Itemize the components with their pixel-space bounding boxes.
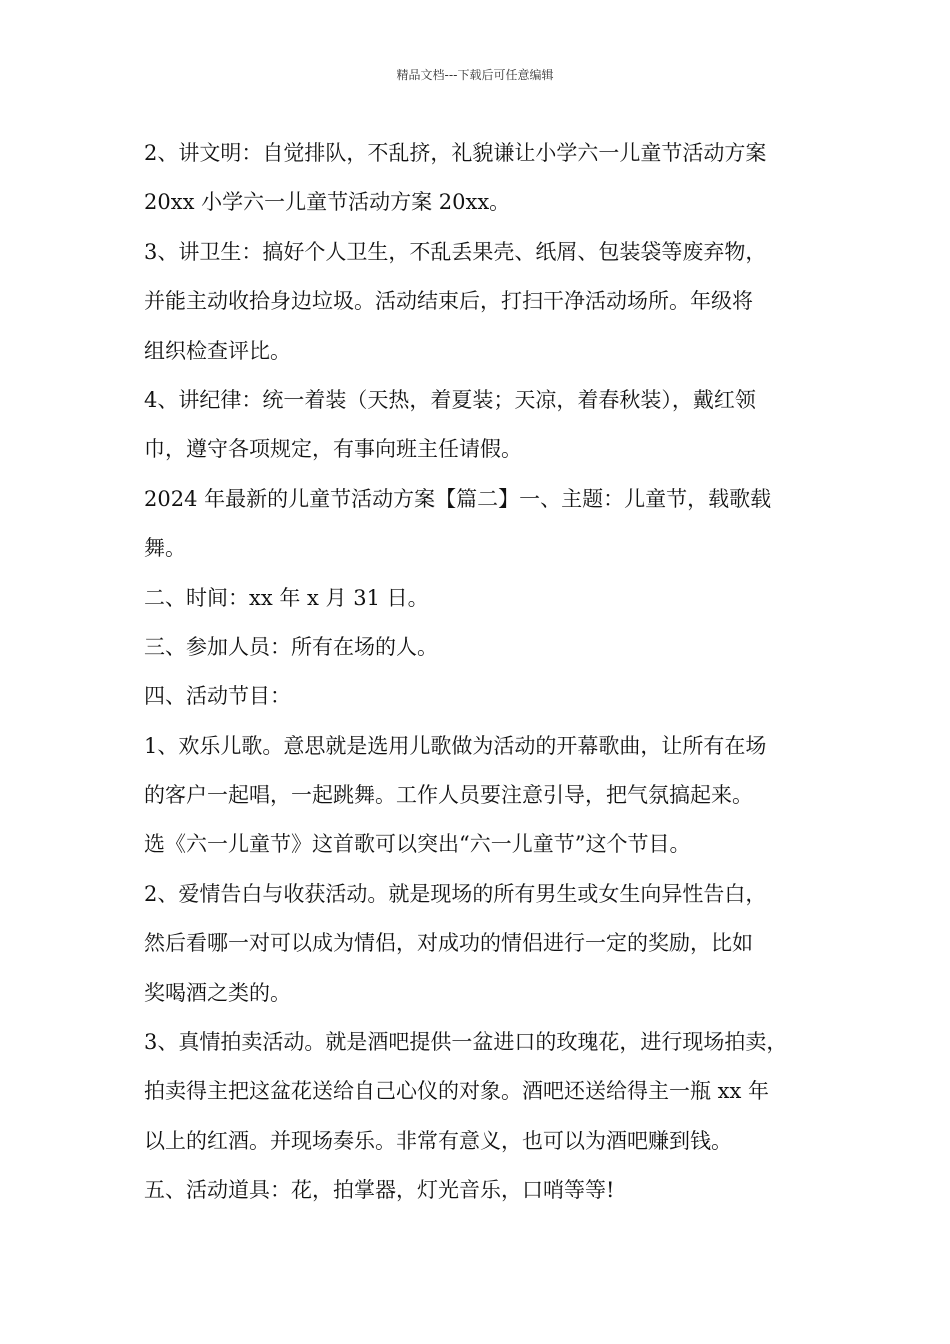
text-line: 巾，遵守各项规定，有事向班主任请假。 bbox=[144, 437, 522, 462]
text-line: 五、活动道具：花，拍掌器，灯光音乐，口哨等等! bbox=[144, 1178, 615, 1203]
text-line: 二、时间：xx 年 x 月 31 日。 bbox=[144, 585, 429, 610]
text-line: 奖喝酒之类的。 bbox=[144, 980, 291, 1005]
text-line: 然后看哪一对可以成为情侣，对成功的情侣进行一定的奖励，比如 bbox=[144, 931, 753, 956]
text-line: 选《六一儿童节》这首歌可以突出“六一儿童节”这个节目。 bbox=[144, 832, 691, 857]
text-line: 3、真情拍卖活动。就是酒吧提供一盆进口的玫瑰花，进行现场拍卖， bbox=[144, 1030, 788, 1055]
text-line: 20xx 小学六一儿童节活动方案 20xx。 bbox=[144, 190, 511, 215]
text-line: 并能主动收拾身边垃圾。活动结束后，打扫干净活动场所。年级将 bbox=[144, 289, 753, 314]
text-line: 1、欢乐儿歌。意思就是选用儿歌做为活动的开幕歌曲，让所有在场 bbox=[144, 733, 767, 758]
text-line: 组织检查评比。 bbox=[144, 338, 291, 363]
text-line: 舞。 bbox=[144, 536, 186, 561]
text-line: 以上的红酒。并现场奏乐。非常有意义，也可以为酒吧赚到钱。 bbox=[144, 1128, 732, 1153]
text-line: 4、讲纪律：统一着装（天热，着夏装；天凉，着春秋装），戴红领 bbox=[144, 387, 756, 412]
text-line: 拍卖得主把这盆花送给自己心仪的对象。酒吧还送给得主一瓶 xx 年 bbox=[144, 1079, 770, 1104]
document-body bbox=[144, 129, 828, 1216]
text-line: 三、参加人员：所有在场的人。 bbox=[144, 634, 438, 659]
page-header: 精品文档---下载后可任意编辑 bbox=[396, 68, 554, 82]
text-line: 四、活动节目： bbox=[144, 684, 291, 709]
text-line: 3、讲卫生：搞好个人卫生，不乱丢果壳、纸屑、包装袋等废弃物， bbox=[144, 239, 767, 264]
text-line: 2024 年最新的儿童节活动方案【篇二】一、主题：儿童节，载歌载 bbox=[144, 486, 772, 511]
text-line: 的客户一起唱，一起跳舞。工作人员要注意引导，把气氛搞起来。 bbox=[144, 783, 753, 808]
text-line: 2、爱情告白与收获活动。就是现场的所有男生或女生向异性告白， bbox=[144, 881, 767, 906]
text-line: 2、讲文明：自觉排队，不乱挤，礼貌谦让小学六一儿童节活动方案 bbox=[144, 141, 767, 165]
